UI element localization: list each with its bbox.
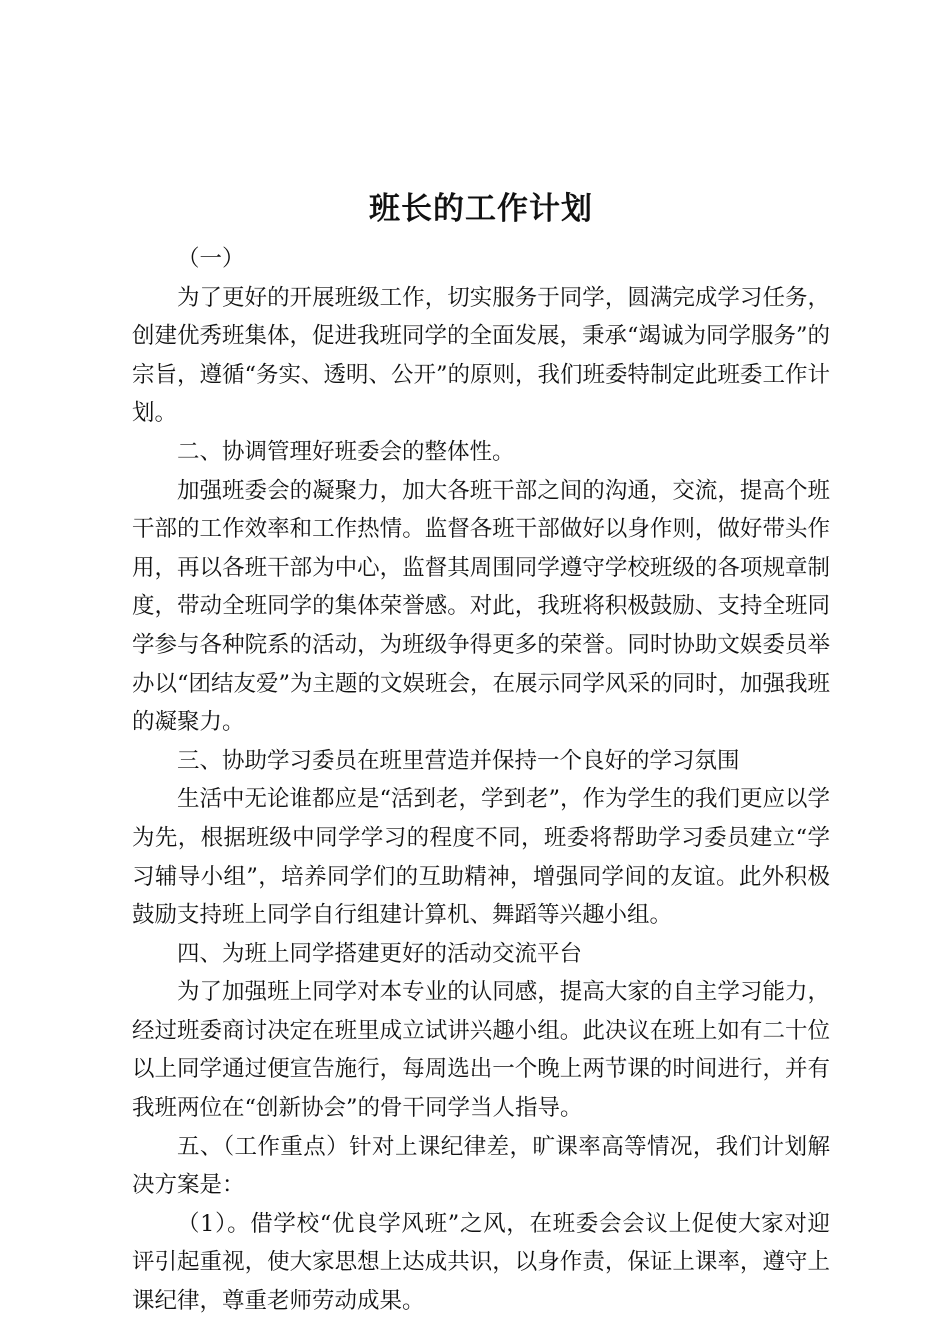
paragraph-1: （一） [177,246,245,272]
section-heading-4: 四、为班上同学搭建更好的活动交流平台 [177,940,583,967]
section-heading-2: 二、协调管理好班委会的整体性。 [177,438,515,465]
section-heading-3: 三、协助学习委员在班里营造并保持一个良好的学习氛围 [177,747,740,774]
paragraph-4: 加强班委会的凝聚力，加大各班干部之间的沟通，交流，提高个班干部的工作效率和工作热情。监督各班干部做好以身作则，做好带头作用，再以各班干部为中心，监督其周围同学遵守学校班级的各项规章制度，带动全班同学的集体荣誉感。对此，我班将积极鼓励、支持全班同学参与各种院系的活动，为班级争得更多的荣誉。同时协助文娱委员举办以“团结友爱”为主题的文娱班会，在展示同学风采的同时，加强我班的凝聚力。 [132,477,831,736]
document-title: 班长的工作计划 [369,191,593,227]
paragraph-8: 为了加强班上同学对本专业的认同感，提高大家的自主学习能力，经过班委商讨决定在班里成立试讲兴趣小组。此决议在班上如有二十位以上同学通过便宣告施行，每周选出一个晚上两节课的时间进行，并有我班两位在“创新协会”的骨干同学当人指导。 [132,979,830,1122]
paragraph-6: 生活中无论谁都应是“活到老，学到老”，作为学生的我们更应以学为先，根据班级中同学学习的程度不同，班委将帮助学习委员建立“学习辅导小组”，培养同学们的互助精神，增强同学间的友谊。此外积极鼓励支持班上同学自行组建计算机、舞蹈等兴趣小组。 [132,786,831,929]
document-page [132,186,830,1321]
paragraph-2: 为了更好的开展班级工作，切实服务于同学，圆满完成学习任务，创建优秀班集体，促进我班同学的全面发展，秉承“竭诚为同学服务”的宗旨，遵循“务实、透明、公开”的原则，我们班委特制定此班委工作计划。 [132,284,831,427]
paragraph-10: （1）。借学校“优良学风班”之风，在班委会会议上促使大家对迎评引起重视，使大家思想上达成共识，以身作责，保证上课率，遵守上课纪律，尊重老师劳动成果。 [132,1210,830,1315]
section-heading-5: 五、（工作重点）针对上课纪律差，旷课率高等情况，我们计划解决方案是： [132,1133,830,1199]
